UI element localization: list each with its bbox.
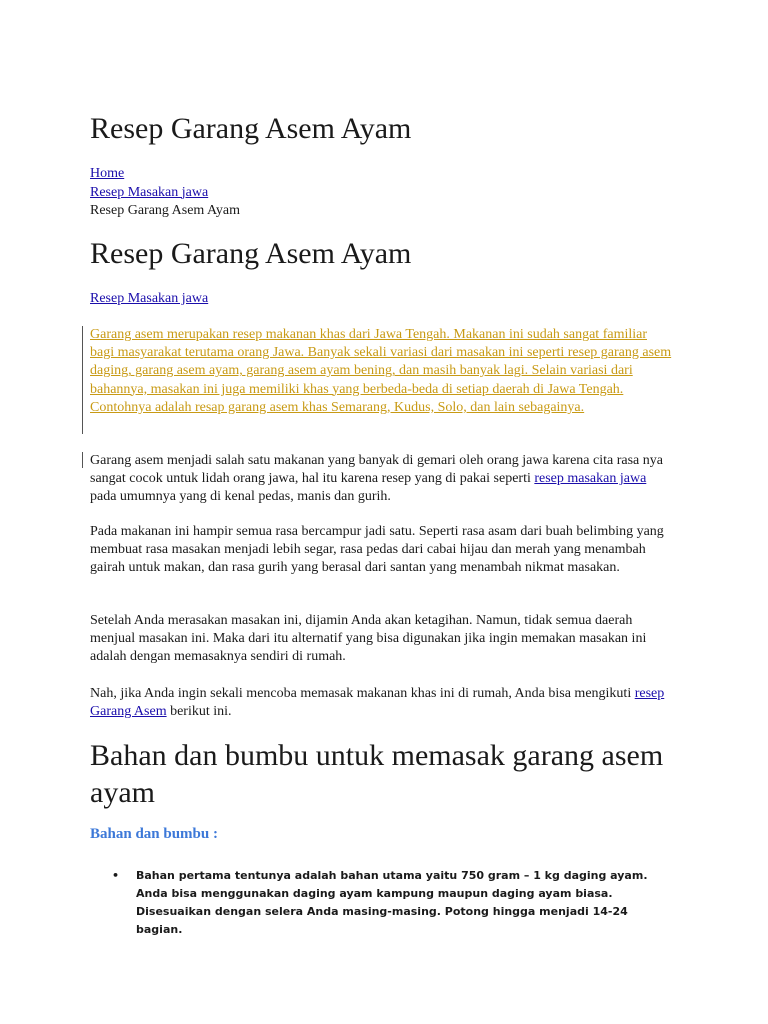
section-heading: Bahan dan bumbu untuk memasak garang asem ayam	[90, 739, 664, 809]
intro-quote: Garang asem merupakan resep makanan khas dari Jawa Tengah. Makanan ini sudah sangat familiar bagi masyarakat terutama orang Jawa. Banyak sekali variasi dari masakan ini seperti resep garang asem daging, garang asem ayam, garang asem ayam bening, dan masih banyak lagi. Selain variasi dari bahannya, masakan ini juga memiliki khas yang berbeda-beda di setiap daerah di Jawa Tengah. Contohnya adalah resap garang asem khas Semarang, Kudus, Solo, dan lain sebagainya.	[90, 327, 672, 415]
breadcrumb-current: Resep Garang Asem Ayam	[90, 203, 240, 218]
text-cursor	[82, 452, 83, 468]
breadcrumb	[90, 165, 240, 221]
quote-bar	[82, 326, 83, 434]
bullet-icon: •	[112, 869, 120, 882]
resep-masakan-jawa-link[interactable]: resep masakan jawa	[534, 471, 647, 487]
paragraph-2: Pada makanan ini hampir semua rasa bercampur jadi satu. Seperti rasa asam dari buah belimbing yang membuat rasa masakan menjadi lebih segar, rasa pedas dari cabai hijau dan merah yang menambah gairah untuk makan, dan rasa gurih yang berasal dari santan yang menambah nikmat masakan.	[90, 524, 664, 576]
page-title: Resep Garang Asem Ayam	[90, 112, 412, 145]
article-heading: Resep Garang Asem Ayam	[90, 237, 412, 270]
list-item-text: Bahan pertama tentunya adalah bahan utama yaitu 750 gram – 1 kg daging ayam. Anda bisa menggunakan daging ayam kampung maupun daging ayam biasa. Disesuaikan dengan selera Anda masing-masing. Potong hingga menjadi 14-24 bagian.	[136, 869, 648, 936]
paragraph-1	[90, 452, 672, 507]
paragraph-1-text: Garang asem menjadi salah satu makanan yang banyak di gemari oleh orang jawa karena cita rasa nya sangat cocok untuk lidah orang jawa, hal itu karena resep yang di pakai seperti	[90, 453, 663, 487]
paragraph-1-text-end: pada umumnya yang di kenal pedas, manis dan gurih.	[90, 489, 391, 505]
paragraph-4-text: Nah, jika Anda ingin sekali mencoba memasak makanan khas ini di rumah, Anda bisa mengikuti	[90, 686, 635, 701]
sub-heading: Bahan dan bumbu :	[90, 826, 218, 842]
paragraph-4	[90, 685, 672, 721]
breadcrumb-home-link[interactable]: Home	[90, 166, 125, 181]
ingredient-list	[112, 867, 652, 939]
paragraph-3: Setelah Anda merasakan masakan ini, dijamin Anda akan ketagihan. Namun, tidak semua daerah menjual masakan ini. Maka dari itu alternatif yang bisa digunakan jika ingin memakan masakan ini adalah dengan memasaknya sendiri di rumah.	[90, 613, 647, 665]
paragraph-4-text-end: berikut ini.	[166, 704, 232, 720]
breadcrumb-category-link[interactable]: Resep Masakan jawa	[90, 184, 209, 200]
resep-garang-asem-link[interactable]: resep Garang Asem	[90, 686, 665, 720]
category-link[interactable]: Resep Masakan jawa	[90, 291, 209, 306]
list-item	[112, 867, 652, 939]
